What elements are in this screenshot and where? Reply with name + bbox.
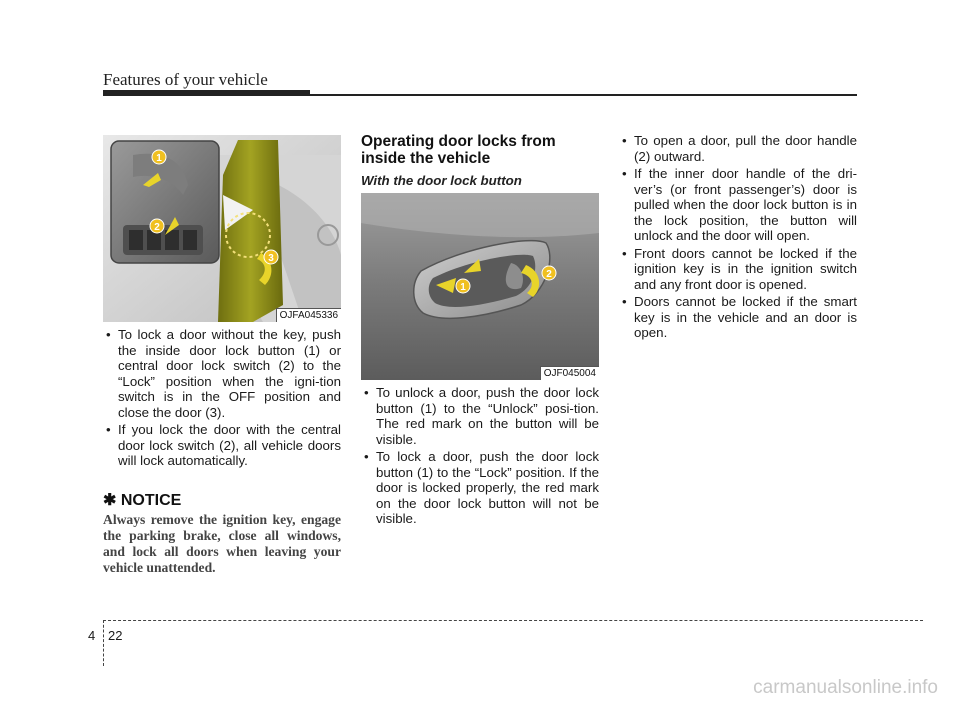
middle-bullet-list <box>361 385 599 529</box>
door-illustration <box>103 135 341 322</box>
door-handle-figure <box>361 193 599 380</box>
list-item: • If the inner door handle of the dri-ver’s (or front passenger’s) door is pulled when the door lock button is in the lock position, the button will unlock and the door will open. <box>619 166 857 244</box>
left-bullet-list <box>103 327 341 471</box>
svg-text:3: 3 <box>268 253 274 264</box>
door-handle-illustration <box>361 193 599 380</box>
notice-title: ✱ NOTICE <box>103 492 182 509</box>
header-title: Features of your vehicle <box>103 70 268 89</box>
list-item: • To lock a door, push the door lock button (1) to the “Lock” position. If the door is locked properly, the red mark on the door lock button will not be visible. <box>361 449 599 527</box>
chapter-number: 4 <box>88 628 96 643</box>
list-item: • If you lock the door with the central door lock switch (2), all vehicle doors will lock automatically. <box>103 422 341 469</box>
list-item: • Doors cannot be locked if the smart key is in the vehicle and an door is open. <box>619 294 857 341</box>
list-item: • Front doors cannot be locked if the ignition key is in the ignition switch and any front door is opened. <box>619 246 857 293</box>
header-rule-thin <box>310 94 857 96</box>
list-item: • To open a door, pull the door handle (2) outward. <box>619 133 857 164</box>
svg-text:1: 1 <box>156 153 162 164</box>
right-bullet-list <box>619 133 857 343</box>
svg-text:2: 2 <box>154 222 160 233</box>
header-rule-thick <box>103 90 310 96</box>
page-number: 22 <box>108 628 123 643</box>
list-item: • To lock a door without the key, push the inside door lock button (1) or central door lock switch (2) to the “Lock” position when the igni-tion switch is in the OFF position and close the door (3). <box>103 327 341 420</box>
footer-rule <box>103 620 923 621</box>
watermark: carmanualsonline.info <box>753 677 938 698</box>
footer-divider <box>103 620 104 666</box>
list-item: • To unlock a door, push the door lock button (1) to the “Unlock” posi-tion. The red mark on the button will be visible. <box>361 385 599 447</box>
door-lock-figure <box>103 135 341 322</box>
figure-code: OJFA045336 <box>276 308 341 322</box>
svg-text:2: 2 <box>546 269 552 280</box>
section-title: Operating door locks from inside the vehicle <box>361 133 556 167</box>
svg-text:1: 1 <box>460 282 466 293</box>
section-subtitle: With the door lock button <box>361 173 522 188</box>
notice-body: Always remove the ignition key, engage the parking brake, close all windows, and lock all doors when leaving your vehicle unattended. <box>103 512 341 575</box>
figure-code: OJF045004 <box>540 366 599 380</box>
